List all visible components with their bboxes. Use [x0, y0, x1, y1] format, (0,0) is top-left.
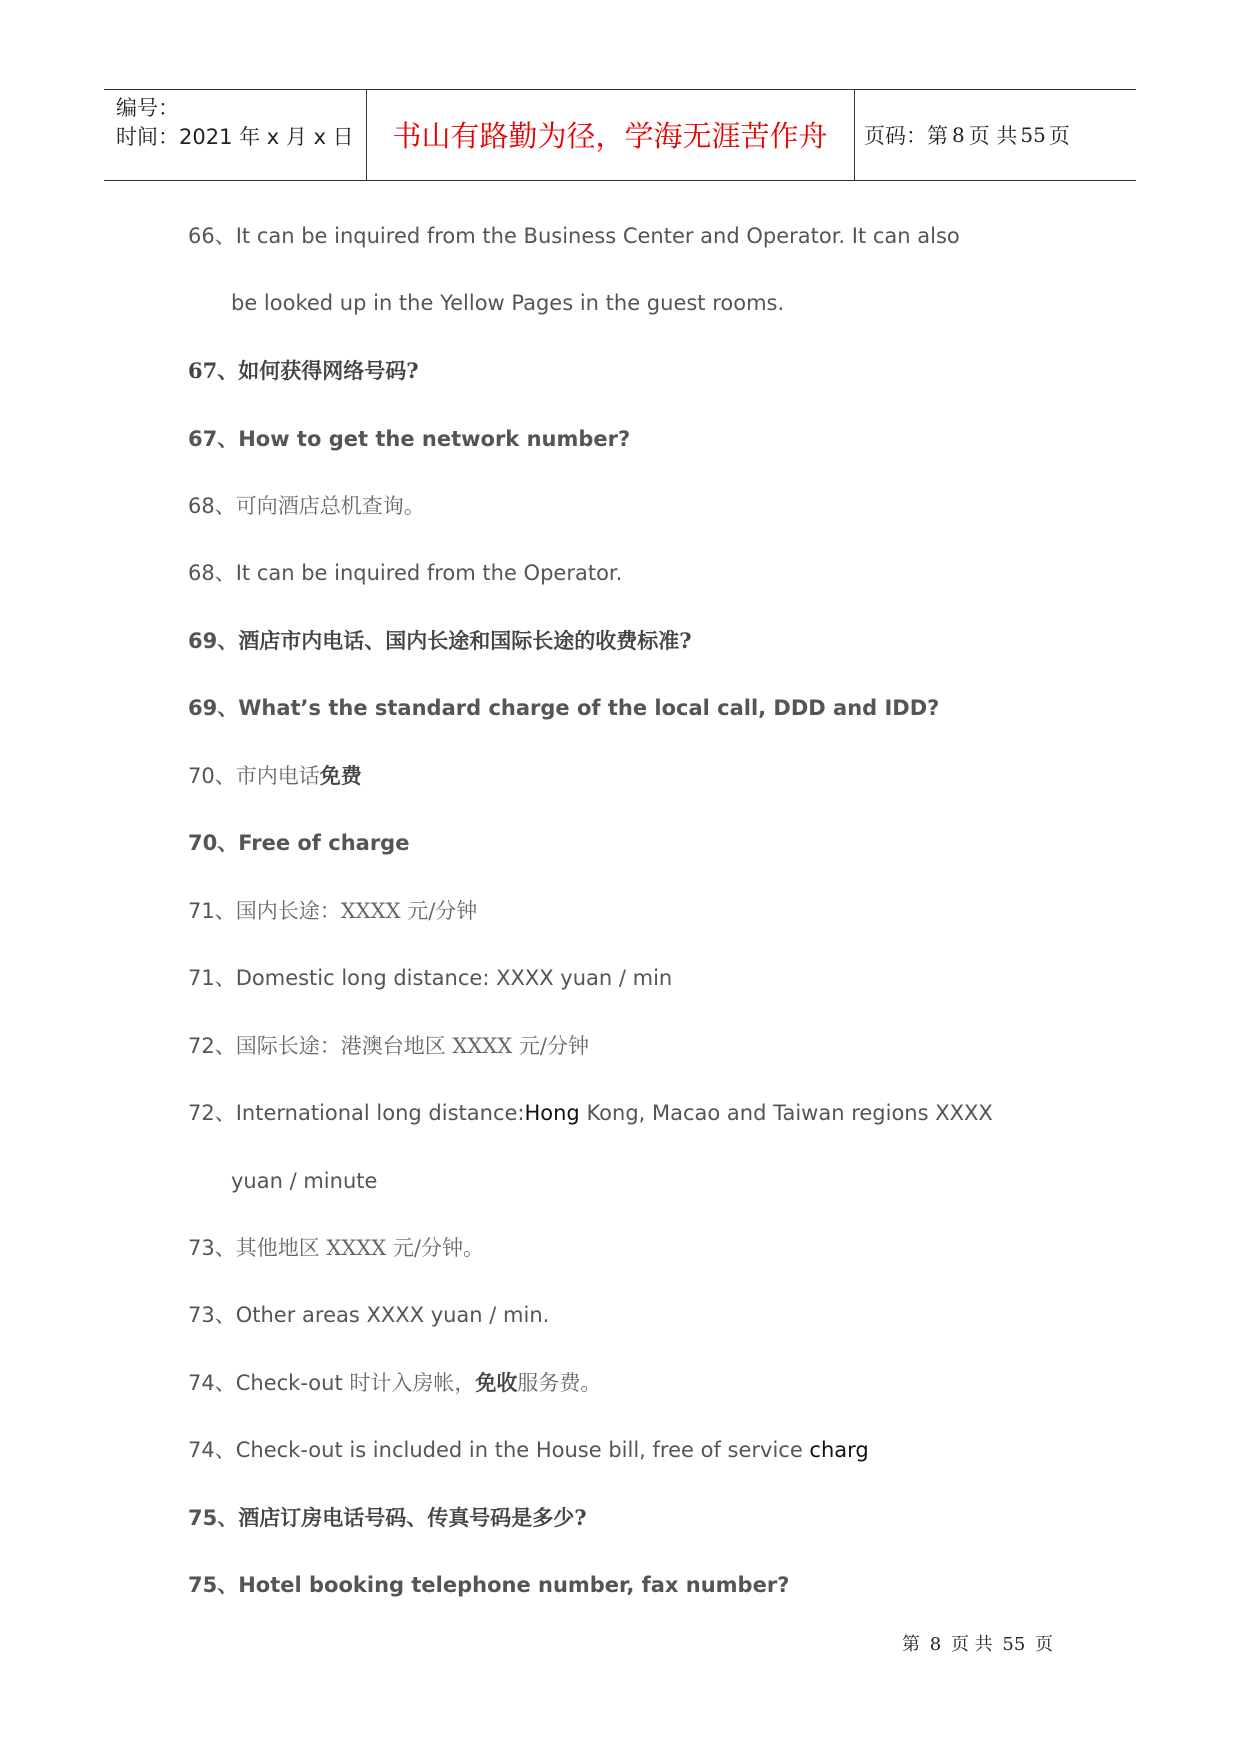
text-line: be looked up in the Yellow Pages in the guest rooms. — [231, 291, 785, 315]
text-line: yuan / minute — [231, 1169, 378, 1193]
header-page-number: 8 — [952, 122, 965, 147]
answer-line-en: 73、Other areas XXXX yuan / min. — [188, 1303, 550, 1327]
answer-line-cn: 72、国际长途：港澳台地区 XXXX 元/分钟 — [188, 1034, 589, 1058]
document-time-label: 时间：2021 年 x 月 x 日 — [116, 125, 354, 149]
page-footer — [902, 1630, 1053, 1656]
header-meta — [116, 94, 354, 152]
answer-line-en: 70、Free of charge — [188, 831, 410, 855]
document-number-label: 编号： — [116, 96, 179, 120]
header-motto: 书山有路勤为径，学海无涯苦作舟 — [392, 119, 828, 153]
answer-line-en: 68、It can be inquired from the Operator. — [188, 561, 623, 585]
header-page-total: 55 — [1020, 122, 1046, 147]
footer-page-mid: 页 共 — [950, 1634, 993, 1655]
question-line-cn: 67、如何获得网络号码? — [188, 358, 419, 383]
header-page-suffix: 页 — [1048, 123, 1070, 148]
header-page-mid: 页 共 — [968, 123, 1018, 148]
answer-line-cn: 71、国内长途：XXXX 元/分钟 — [188, 899, 478, 923]
footer-page-number: 8 — [929, 1634, 942, 1655]
question-line-en: 75、Hotel booking telephone number, fax number? — [188, 1573, 790, 1597]
answer-line-en: 71、Domestic long distance: XXXX yuan / min — [188, 966, 673, 990]
question-line-cn: 69、酒店市内电话、国内长途和国际长途的收费标准? — [188, 628, 692, 653]
footer-page-total: 55 — [1002, 1634, 1026, 1655]
answer-line-cn: 73、其他地区 XXXX 元/分钟。 — [188, 1236, 484, 1260]
footer-page-suffix: 页 — [1035, 1634, 1054, 1655]
answer-line-cn: 74、Check-out 时计入房帐，免收服务费。 — [188, 1370, 602, 1395]
answer-line-en: 72、International long distance:Hong Kong, Macao and Taiwan regions XXXX — [188, 1101, 993, 1125]
header-page-prefix: 页码：第 — [864, 123, 948, 148]
question-line-en: 69、What’s the standard charge of the local call, DDD and IDD? — [188, 696, 940, 720]
header-page-info — [864, 90, 1070, 179]
answer-line-cn: 70、市内电话免费 — [188, 763, 362, 788]
page-header — [104, 89, 1136, 181]
answer-line-en: 74、Check-out is included in the House bill, free of service charg — [188, 1438, 869, 1462]
answer-line-cn: 68、可向酒店总机查询。 — [188, 494, 425, 518]
question-line-en: 67、How to get the network number? — [188, 427, 631, 451]
footer-page-prefix: 第 — [902, 1634, 920, 1655]
text-line: 66、It can be inquired from the Business Center and Operator. It can also — [188, 224, 960, 248]
header-divider — [854, 90, 855, 180]
question-line-cn: 75、酒店订房电话号码、传真号码是多少? — [188, 1505, 587, 1530]
